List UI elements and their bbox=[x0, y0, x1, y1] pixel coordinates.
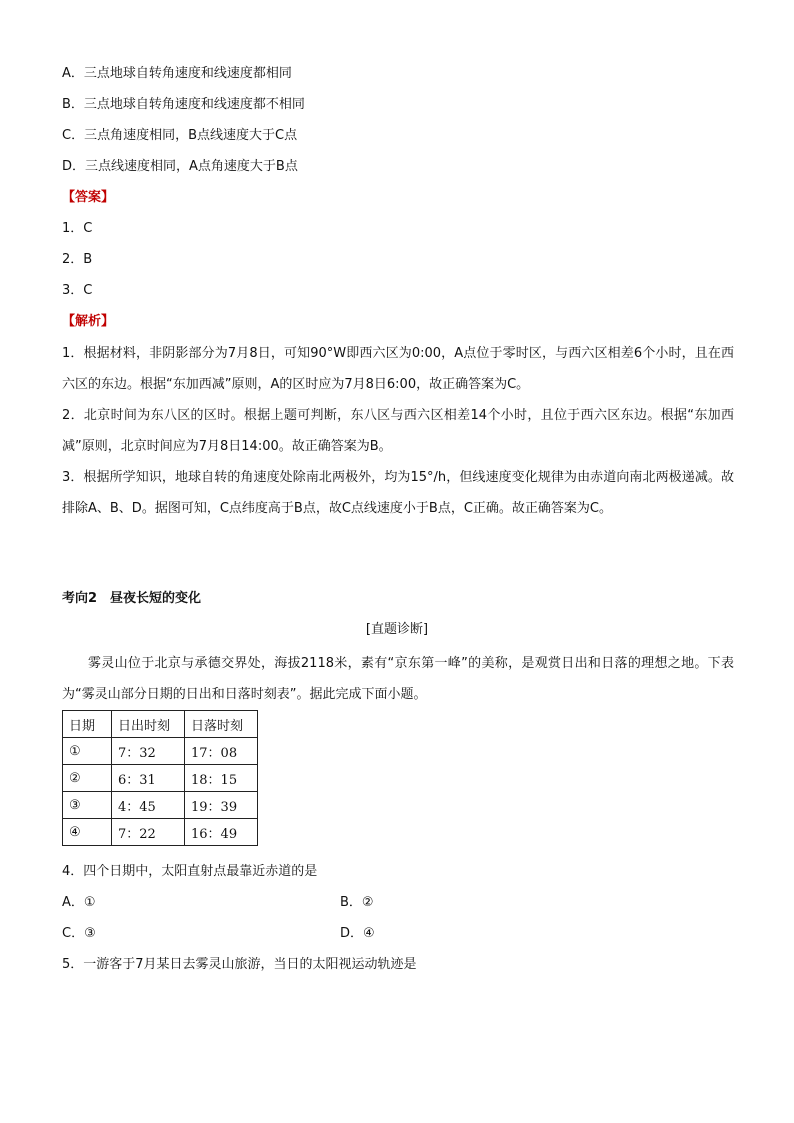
table-header-row bbox=[63, 711, 258, 738]
cell-date: ② bbox=[63, 765, 112, 792]
option-c: C．三点角速度相同，B点线速度大于C点 bbox=[62, 128, 298, 143]
cell-sunset: 19：39 bbox=[185, 792, 258, 819]
subheading: [直题诊断] bbox=[365, 622, 429, 637]
answer-1: 1．C bbox=[62, 221, 93, 236]
analysis-1: 1．根据材料，非阴影部分为7月8日，可知90°W即西六区为0:00，A点位于零时区，与西六区相差6个小时，且在西六区的东边。根据“东加西减”原则，A的区时应为7月8日6:00，故正确答案为C。 bbox=[62, 346, 734, 392]
q4-stem: 4．四个日期中，太阳直射点最靠近赤道的是 bbox=[62, 864, 318, 879]
option-a: A．三点地球自转角速度和线速度都相同 bbox=[62, 66, 292, 81]
sunrise-sunset-table bbox=[62, 710, 258, 846]
header-sunset: 日落时刻 bbox=[185, 711, 258, 738]
cell-sunset: 18：15 bbox=[185, 765, 258, 792]
answer-2: 2．B bbox=[62, 252, 93, 267]
cell-date: ③ bbox=[63, 792, 112, 819]
cell-date: ④ bbox=[63, 819, 112, 846]
table-row bbox=[63, 738, 258, 765]
q4-option-c: C．③ bbox=[62, 926, 96, 941]
table-row bbox=[63, 765, 258, 792]
cell-sunset: 17：08 bbox=[185, 738, 258, 765]
q4-option-d: D．④ bbox=[340, 926, 375, 941]
section-heading: 考向2 昼夜长短的变化 bbox=[62, 591, 202, 606]
analysis-3: 3．根据所学知识，地球自转的角速度处除南北两极外，均为15°/h，但线速度变化规律为由赤道向南北两极递减。故排除A、B、D。据图可知，C点纬度高于B点，故C点线速度小于B点，C正确。故正确答案为C。 bbox=[62, 470, 734, 516]
q4-option-b: B．② bbox=[340, 895, 374, 910]
table-row bbox=[63, 819, 258, 846]
intro-paragraph: 雾灵山位于北京与承德交界处，海拔2118米，素有“京东第一峰”的美称，是观赏日出和日落的理想之地。下表为“雾灵山部分日期的日出和日落时刻表”。据此完成下面小题。 bbox=[62, 656, 734, 702]
cell-sunrise: 6：31 bbox=[112, 765, 185, 792]
cell-date: ① bbox=[63, 738, 112, 765]
header-sunrise: 日出时刻 bbox=[112, 711, 185, 738]
cell-sunset: 16：49 bbox=[185, 819, 258, 846]
q4-option-a: A．① bbox=[62, 895, 96, 910]
cell-sunrise: 4：45 bbox=[112, 792, 185, 819]
analysis-label: 【解析】 bbox=[62, 314, 115, 329]
cell-sunrise: 7：32 bbox=[112, 738, 185, 765]
option-b: B．三点地球自转角速度和线速度都不相同 bbox=[62, 97, 305, 112]
header-date: 日期 bbox=[63, 711, 112, 738]
table-row bbox=[63, 792, 258, 819]
answer-3: 3．C bbox=[62, 283, 93, 298]
cell-sunrise: 7：22 bbox=[112, 819, 185, 846]
option-d: D．三点线速度相同，A点角速度大于B点 bbox=[62, 159, 298, 174]
analysis-2: 2．北京时间为东八区的区时。根据上题可判断，东八区与西六区相差14个小时，且位于西六区东边。根据“东加西减”原则，北京时间应为7月8日14:00。故正确答案为B。 bbox=[62, 408, 734, 454]
q5-stem: 5．一游客于7月某日去雾灵山旅游，当日的太阳视运动轨迹是 bbox=[62, 957, 417, 972]
answer-label: 【答案】 bbox=[62, 190, 115, 205]
